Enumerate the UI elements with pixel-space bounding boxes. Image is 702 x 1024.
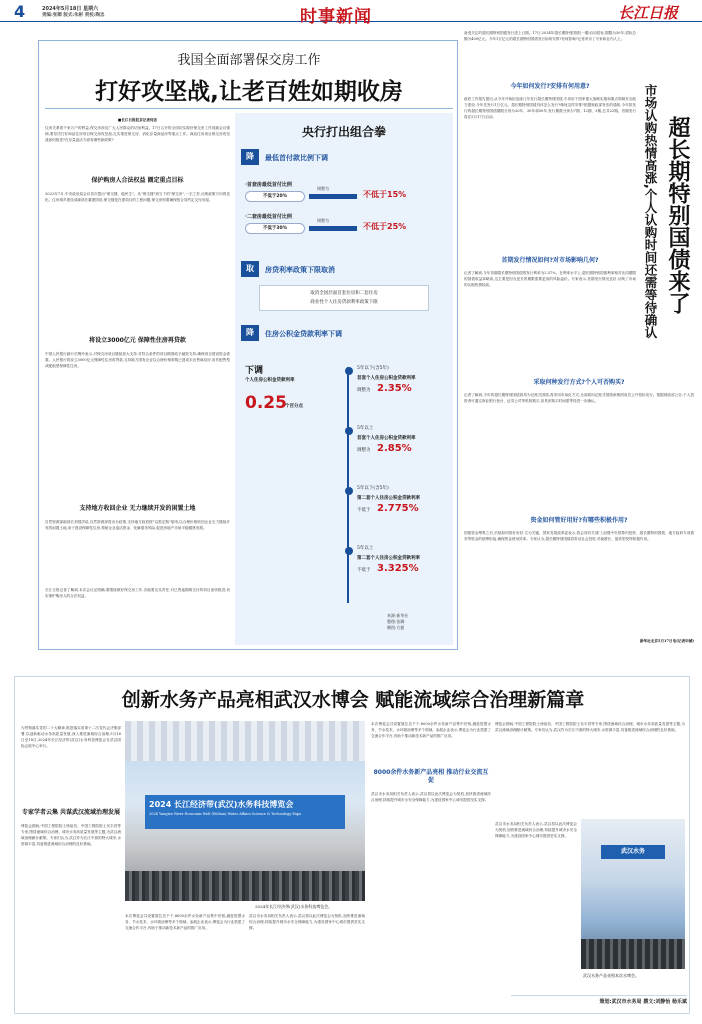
infographic-title: 央行打出组合拳 [301,125,386,139]
bottom-body-1: 博览会期间,中国工程院院士徐祖信、中国工程院院士吴丰昌等专家,围绕流域综合治理、城市水务高质量发展等主题,为武汉流域治理献计献策。专家们认为,武汉作为长江中游的特大城市,水资源丰富,具备推进流域综合治理的良好基础。 [21,824,121,846]
rate-label: 第二套个人住房公积金贷款利率 [357,496,420,501]
rate-dot [345,367,353,375]
expo-photo [125,721,365,901]
drop-word: 下调 [245,366,264,376]
arrow-first-home [309,194,357,199]
subhead-3: 支持地方收回企业 无力继续开发的闲置土地 [79,505,196,512]
rate-value: 2.85% [377,443,412,454]
arrow-second-home [309,226,357,231]
date-line: 2024年5月18日 星期六 [42,6,99,12]
story-body-1: 2022年7月,中央政治局会议首次提出"保交楼、稳民生"。从"保交楼"到当下的"保交房",一字之差,反映政策方向的变化。住房城乡建设部副部长董建国说,保交楼是在建项目的工程问题,保交房则要确保按合同约定交付房屋。 [45,192,230,202]
question-1: 今年如何发行?安排有何用意? [510,83,590,90]
question-4: 资金如何管好用好?有哪些积极作用? [530,517,628,524]
bottom-col-2 [125,913,245,1011]
story-left-column [45,113,230,645]
rate-value: 2.775% [377,503,419,514]
answer-4: 国债资金筹集之后,后续如何管好用好,尤为关键。国家发展改革委表示,将会同有关部门,加强中央预算内投资、超长期特别国债、地方政府专项债券等资金的统筹衔接,确保资金使用效率。专家认为,超长期特别国债将带动社会投资,对稳增长、促转型发挥积极作用。 [464,531,694,541]
item-lower-fund-rate: 住房公积金贷款利率下调 [265,330,342,338]
question-2: 首期发行情况如何?对市场影响几何? [501,257,599,264]
rate-term: 5年以上 [357,426,374,431]
bottom-body-3b: 武汉市水务局相关负责人表示,武汉将以此次博览会为契机,加快推进流域综合治理,持续提升城市水安全保障能力,为建设国家中心城市提供坚实支撑。 [495,822,577,838]
rate-label: 第二套个人住房公积金贷款利率 [357,556,420,561]
right-credit: 新华社北京5月17日电(记者申铖) [639,639,694,643]
adjust-word-second: 调整为 [317,218,329,223]
bottom-body-2a: 本次博览会共设置展位近千个,8000余件水务新产品集中亮相,涵盖智慧水务、节水技术、水环境治理等多个领域。参展企业表示,博览会为行业搭建了交流合作平台,有助于推动新技术新产品的推广应用。 [125,914,245,930]
rate-item [343,481,449,537]
bottom-intro: 为贯彻落实党的二十大精神,推进落实省第十二次党代会决策部署,以创新驱动水务高质量发展,深入推进流域综合治理,5月16日至18日,2024年长江经济带(武汉)水务科技博览会在武汉国际会展中心举行。 [21,726,121,748]
question-3: 采取何种发行方式?个人可否购买? [533,379,625,386]
section-title: 时事新闻 [300,7,372,27]
credit-editor: 整理:张卿 [387,619,405,624]
second-home-from: 不低于30% [262,226,288,231]
right-text-wide [464,374,694,666]
bottom-footer [511,995,687,1009]
cancel-floor-box [259,285,429,311]
bottom-subhead-2: 8000余件水务新产品亮相 推动行业交流互促 [373,769,489,784]
item-lower-down-payment: 最低首付款比例下调 [265,154,328,162]
right-story [464,30,698,666]
story-headline: 打好攻坚战,让老百姓如期收房 [95,79,403,105]
cancel-floor-desc-1: 取消全国层面首套住房和二套住房 [310,291,378,296]
credit-designer: 制图:方慈 [387,625,405,630]
bottom-feature [14,676,690,1014]
infographic-credits [387,613,408,631]
expo-banner [145,795,345,829]
drop-desc: 个人住房公积金贷款利率 [245,378,295,383]
subhead-2: 将设立3000亿元 保障性住房再贷款 [89,337,186,344]
bottom-col-4 [371,721,491,1011]
rate-label: 首套个人住房公积金贷款利率 [357,436,416,441]
rate-label: 首套个人住房公积金贷款利率 [357,376,416,381]
rate-verb: 调整为 [357,448,371,453]
story-kicker: 我国全面部署保交房工作 [177,53,321,68]
bottom-body-1b: 博览会期间,中国工程院院士徐祖信、中国工程院院士吴丰昌等专家,围绕流域综合治理、城市水务高质量发展等主题,为武汉流域治理献计献策。专家们认为,武汉作为长江中游的特大城市,水资源丰富,具备推进流域综合治理的良好基础。 [495,722,685,732]
subhead-1: 保护购房人合法权益 圈定重点目标 [91,177,184,184]
expo-roof [125,721,365,761]
photo-caption-1: 2024年长江经济带(武汉)水务科技博览会。 [255,904,333,909]
bottom-footer-text: 策划:武汉市水务局 撰文:刘静怡 杨乐斌 [599,999,687,1005]
first-home-label: ·首套房最低首付比例 [245,182,292,188]
banner-line-2: 2024 Yangtze River Economic Belt (Wuhan) Water Affairs Science & Technology Expo [149,812,302,816]
rate-item [343,421,449,477]
answer-1: 政府工作报告提出,从今年开始拟连续几年发行超长期特别国债,专项用于国家重大战略实施和重点领域安全能力建设,今年先发行1万亿元。超长期特别国债具体怎么发行?像何这样安排?根据财政部发布的通知,今年拟发行的超长期特别国债期限分别为20年、30年和50年,发行期数分别为7期、12期、3期,总共22期。首期发行将在5月17日启动。 [464,97,636,119]
first-home-from-pill [245,191,305,202]
rate-item [343,541,449,597]
editor-line: 责编:张卿 版式:朱彬 责校:陶忠 [42,13,105,18]
rate-item [343,361,449,417]
top-story [38,40,458,650]
masthead [0,0,702,27]
drop-value: 0.25 [245,393,287,413]
badge-lower-down-payment: 降 [241,149,259,165]
bottom-col-5 [495,721,685,1011]
bottom-body-2: 本次博览会共设置展位近千个,8000余件水务新产品集中亮相,涵盖智慧水务、节水技术、水环境治理等多个领域。参展企业表示,博览会为行业搭建了交流合作平台,有助于推动新技术新产品的推广应用。 [371,722,491,738]
rate-term: 5年以下(含5年) [357,486,389,491]
story-intro: 住房关系着千家万户的利益,保交房涉及广大人民群众的切身利益。17日召开的全国切实做好保交房工作视频会议强调,要坚决打好商品住房项目保交房攻坚战,扎实推进保交房、消化存量商品房等重点工作。商品住房项目保交房攻坚战如何推进?在存量盘活方面有哪些新政策? [45,126,230,142]
byline: ■长江日报驻京记者何忠 [117,118,158,122]
newspaper-logo: 长江日报 [618,4,679,22]
bottom-col-1 [21,725,121,1011]
cancel-floor-desc-2: 商业性个人住房贷款利率政策下限 [310,300,378,305]
answer-2: 记者了解到,今年首期超长期特别国债的发行利率为2.57%。在利率水平上,超长期特别国债利率相对比同期限的国债收益率略高,这主要是因为更长的期限需要更高的风险溢价。专家表示,首期发行情况良好,反映了市场的认购热情较高。 [464,271,636,287]
bottom-col-3 [249,913,365,1011]
booth-photo [581,819,685,969]
rate-verb: 不低于 [357,568,371,573]
bottom-headline: 创新水务产品亮相武汉水博会 赋能流域综合治理新篇章 [121,689,585,711]
badge-cancel-floor: 取 [241,261,259,277]
credit-source: 来源:新华社 [387,613,409,618]
bottom-body-3a: 武汉市水务局相关负责人表示,武汉将以此次博览会为契机,加快推进流域综合治理,持续提升城市水安全保障能力,为建设国家中心城市提供坚实支撑。 [249,914,365,930]
second-home-label: ·二套房最低首付比例 [245,214,292,220]
expo-crowd [125,871,365,901]
second-home-to: 不低于25% [363,222,407,231]
first-home-from: 不低于20% [262,194,288,199]
rate-dot [345,427,353,435]
story-body-2: 中国人民银行副行长陶玲表示,对保交房项目继续加大支持,对符合条件的项目精准给予融资支持,确保项目建设资金需要。人民银行将设立3000亿元保障性住房再贷款,支持地方国有企业以合理价格收购已建成未出售商品房,用作配售型或配租型保障性住房。 [45,352,230,368]
photo-caption-2: 武汉水务产品亮相本次水博会。 [583,973,639,978]
rate-value: 3.325% [377,563,419,574]
rate-verb: 调整为 [357,388,371,393]
right-subheadline: 市场认购热情高涨,个人认购时间还需等待确认 [643,84,658,339]
story-body-3: 自然资源部副部长刘国洪说,自然资源部将出台政策,支持地方政府按"以需定购"原则,以合理价格收回企业无力继续开发的闲置土地,用于建设保障性住房,帮助企业盘活资金、化解债务风险,促进房地产市场平稳健康发展。 [45,520,230,530]
second-home-from-pill [245,223,305,234]
page-number: 4 [14,2,26,21]
infographic [235,113,453,645]
rate-value: 2.35% [377,383,412,394]
rate-list [343,361,449,611]
answer-3: 记者了解到,今年的超长期特别国债将均为记账式国债,将采用市场化方式,全部面向记账式国债承销团成员公开招标发行。根据财政部公告,个人投资者可通过商业银行柜台、证券公司等机构购买,但具体购买时间需等待进一步确认。 [464,393,694,403]
badge-lower-fund-rate: 降 [241,325,259,341]
right-headline: 超长期特别国债来了 [665,116,690,314]
rate-verb: 不低于 [357,508,371,513]
adjust-word-first: 调整为 [317,186,329,191]
rate-dot [345,487,353,495]
drop-unit: 个百分点 [285,404,303,409]
bottom-subhead-1: 专家学者云集 共谋武汉流域治理发展 [21,809,121,816]
bottom-body-3: 武汉市水务局相关负责人表示,武汉将以此次博览会为契机,加快推进流域综合治理,持续提升城市水安全保障能力,为建设国家中心城市提供坚实支撑。 [371,792,491,802]
first-home-to: 不低于15% [363,190,407,199]
rate-term: 5年以下(含5年) [357,366,389,371]
right-intro: 备受关注的超长期特别国债发行进上日期。17日,2024年超长期特别国债(一期)启动招标,期限为30年,招标总额为400亿元。今年1万亿元的超长期特别国债发行如何安排?有何影响?记者采访了专家和业内人士。 [464,31,636,41]
item-cancel-floor: 房贷利率政策下限取消 [265,266,335,274]
rate-term: 5年以上 [357,546,374,551]
story-body-4: 长江日报记者了解到,本次会议还明确,要继续做好保交房工作,各地要压实责任,对已售逾期难交付的项目加快推进,切实保护购房人的合法权益。 [45,588,230,598]
booth-crowd [581,939,685,969]
booth-sign: 武汉水务 [601,845,665,859]
rate-dot [345,547,353,555]
banner-line-1: 2024 长江经济带(武汉)水务科技博览会 [149,800,294,809]
